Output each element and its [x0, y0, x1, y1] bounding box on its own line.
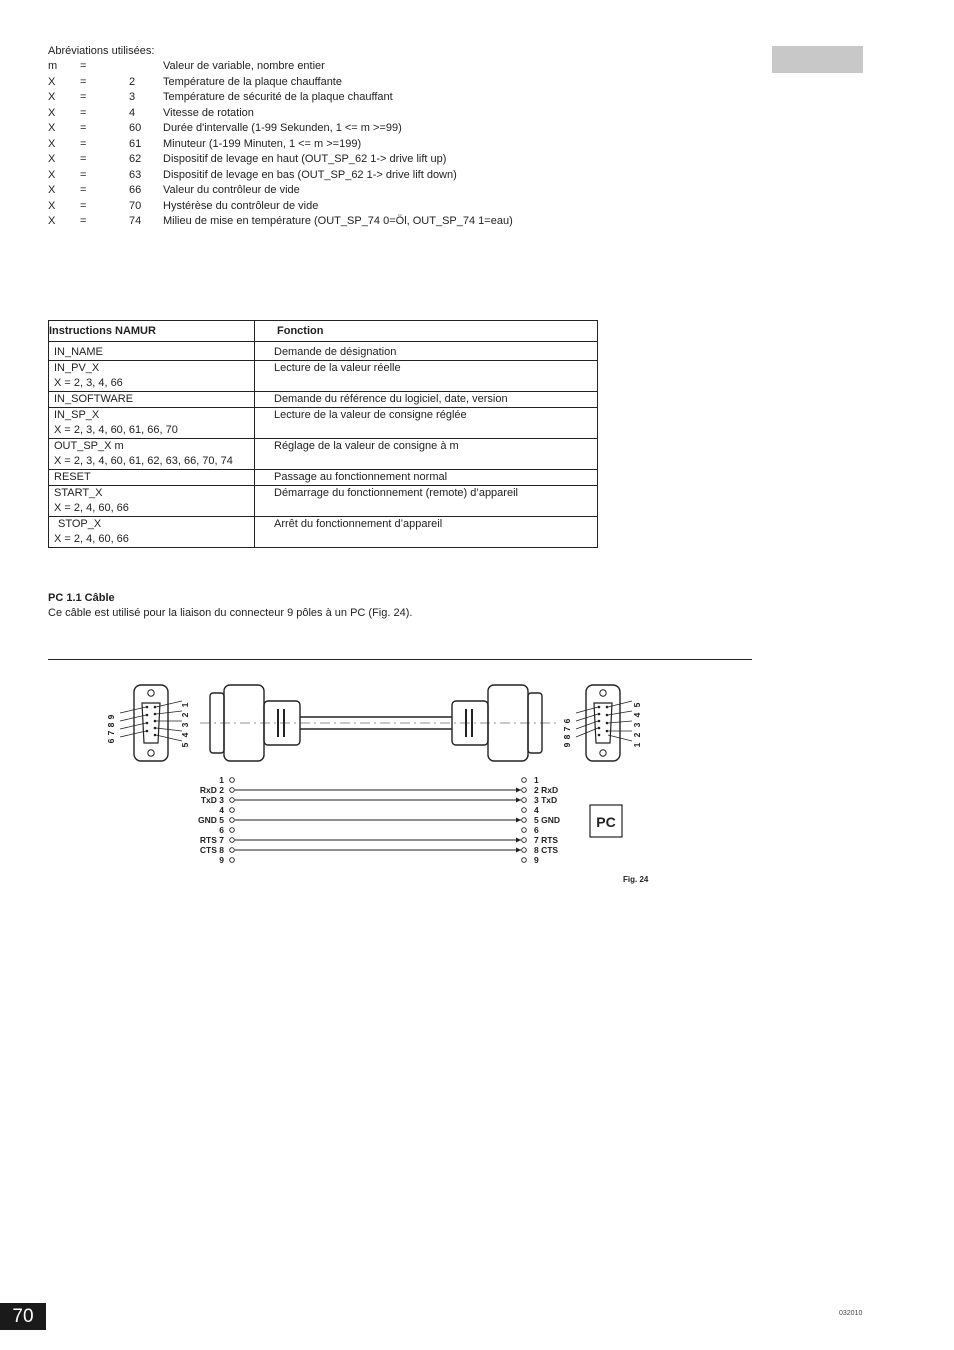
abbreviation-number: 61: [129, 137, 142, 150]
abbreviation-symbol: X: [48, 91, 56, 103]
face-pin-label: 2: [180, 712, 190, 718]
instruction-params: X = 2, 4, 60, 66: [54, 533, 129, 545]
abbreviation-row: [48, 214, 513, 230]
abbreviation-equals: =: [80, 153, 87, 165]
right-pin-label: 5 GND: [534, 815, 560, 825]
abbreviation-symbol: X: [48, 184, 56, 196]
face-pin-label: 9: [562, 742, 572, 748]
abbreviation-row: [48, 183, 300, 199]
right-pin-terminal: [522, 798, 527, 803]
right-pin-label: 4: [534, 805, 539, 815]
face-pin-label: 1: [632, 742, 642, 748]
left-face-pin-labels: [106, 702, 190, 747]
wire-arrow: [516, 838, 521, 843]
instruction-command: STOP_X: [58, 518, 102, 530]
abbreviation-row: [48, 59, 325, 75]
instruction-cell: [49, 486, 255, 517]
right-plug: [452, 685, 542, 761]
table-row: [49, 439, 598, 470]
instruction-cell: [49, 470, 255, 486]
table-row: [49, 486, 598, 517]
header-function: Fonction: [255, 321, 598, 342]
instruction-params: X = 2, 3, 4, 60, 61, 66, 70: [54, 424, 178, 436]
abbreviation-equals: =: [80, 168, 87, 181]
abbreviation-equals: =: [80, 122, 87, 134]
function-cell: Demande du référence du logiciel, date, version: [255, 392, 598, 408]
right-pin-label: 9: [534, 855, 539, 865]
function-cell: Passage au fonctionnement normal: [255, 470, 598, 486]
face-pin-label: 6: [562, 718, 572, 724]
instruction-cell: [49, 342, 255, 361]
face-pin-label: 6: [106, 738, 116, 744]
header-instructions: Instructions NAMUR: [49, 321, 255, 342]
face-pin-label: 3: [632, 722, 642, 728]
left-pin-label: GND 5: [198, 815, 224, 825]
table-row: [49, 470, 598, 486]
pc-section-text: Ce câble est utilisé pour la liaison du connecteur 9 pôles à un PC (Fig. 24).: [48, 607, 413, 619]
face-pin-label: 8: [106, 722, 116, 728]
table-row: [49, 361, 598, 392]
abbreviations-block: [48, 43, 513, 230]
instruction-command: START_X: [54, 487, 103, 499]
pc-badge-label: PC: [596, 814, 616, 830]
instruction-command: RESET: [54, 471, 91, 483]
abbreviation-row: [48, 121, 402, 137]
right-pin-terminal: [522, 838, 527, 843]
right-pin-terminal: [522, 808, 527, 813]
function-cell: Lecture de la valeur de consigne réglée: [255, 408, 598, 439]
abbreviation-number: 70: [129, 199, 142, 212]
right-pin-label: 1: [534, 775, 539, 785]
left-pin-label: TxD 3: [200, 795, 224, 805]
right-pin-terminal: [522, 788, 527, 793]
instruction-command: IN_SOFTWARE: [54, 393, 134, 405]
left-pin-label: 6: [219, 825, 224, 835]
abbreviation-equals: =: [80, 60, 87, 72]
abbreviation-symbol: X: [48, 153, 56, 165]
instruction-params: X = 2, 3, 4, 60, 61, 62, 63, 66, 70, 74: [54, 455, 233, 467]
abbreviation-equals: =: [80, 184, 87, 196]
table-header-row: [49, 321, 598, 342]
left-pin-terminal: [230, 798, 235, 803]
abbreviation-symbol: X: [48, 215, 56, 227]
left-connector-face: [120, 685, 182, 761]
instruction-cell: [49, 408, 255, 439]
abbreviation-row: [48, 106, 254, 122]
abbreviation-equals: =: [80, 137, 87, 150]
abbreviation-symbol: X: [48, 106, 56, 119]
face-pin-label: 1: [180, 702, 190, 708]
function-cell: Lecture de la valeur réelle: [255, 361, 598, 392]
right-pin-label: 6: [534, 825, 539, 835]
left-pin-label: 9: [219, 855, 224, 865]
left-pin-terminal: [230, 778, 235, 783]
wire-arrow: [516, 818, 521, 823]
abbreviation-number: 60: [129, 122, 142, 134]
abbreviation-number: 2: [129, 75, 136, 88]
abbreviation-equals: =: [80, 215, 87, 227]
abbreviation-description: Valeur du contrôleur de vide: [163, 184, 300, 196]
face-pin-label: 2: [632, 732, 642, 738]
abbreviation-row: [48, 199, 319, 215]
function-cell: Démarrage du fonctionnement (remote) d’appareil: [255, 486, 598, 517]
abbreviation-number: 3: [129, 91, 136, 103]
abbreviation-row: [48, 137, 362, 153]
right-pin-terminal: [522, 778, 527, 783]
left-pin-terminal: [230, 848, 235, 853]
table-row: [49, 392, 598, 408]
abbreviation-row: [48, 152, 447, 168]
abbreviation-description: Température de sécurité de la plaque chauffant: [163, 91, 393, 103]
instruction-cell: [49, 361, 255, 392]
right-pin-terminal: [522, 818, 527, 823]
instruction-cell: [49, 517, 255, 548]
face-pin-label: 9: [106, 714, 116, 720]
abbreviation-description: Milieu de mise en température (OUT_SP_74 0=Öl, OUT_SP_74 1=eau): [163, 215, 513, 227]
document-code: 032010: [839, 1310, 863, 1317]
right-pin-label: 2 RxD: [534, 785, 559, 795]
abbreviation-description: Durée d'intervalle (1-99 Sekunden, 1 <= m >=99): [163, 122, 402, 134]
pc-badge: [590, 805, 622, 837]
face-pin-label: 3: [180, 722, 190, 728]
table-row: [49, 342, 598, 361]
abbreviation-row: [48, 90, 393, 106]
face-pin-label: 8: [562, 734, 572, 740]
left-pin-label: RxD 2: [199, 785, 224, 795]
abbreviation-description: Minuteur (1-199 Minuten, 1 <= m >=199): [163, 137, 362, 150]
table-row: [49, 517, 598, 548]
instruction-command: IN_SP_X: [54, 409, 100, 421]
left-pin-terminal: [230, 838, 235, 843]
right-pin-terminal: [522, 848, 527, 853]
right-pin-label: 8 CTS: [534, 845, 559, 855]
cable: [200, 717, 560, 729]
cable-diagram: [100, 675, 660, 875]
left-pin-terminal: [230, 858, 235, 863]
left-pin-terminal: [230, 788, 235, 793]
right-pin-terminal: [522, 828, 527, 833]
abbreviation-equals: =: [80, 199, 87, 212]
abbreviation-number: 4: [129, 106, 136, 119]
wire-arrow: [516, 788, 521, 793]
abbreviation-description: Hystérèse du contrôleur de vide: [163, 199, 319, 212]
wire-arrow: [516, 798, 521, 803]
wire-arrow: [516, 848, 521, 853]
abbreviation-symbol: m: [48, 60, 58, 72]
instruction-params: X = 2, 3, 4, 66: [54, 377, 123, 389]
instruction-cell: [49, 392, 255, 408]
abbreviation-equals: =: [80, 75, 87, 88]
table-body: [49, 342, 598, 548]
abbreviation-description: Température de la plaque chauffante: [163, 75, 342, 88]
face-pin-label: 7: [106, 730, 116, 736]
section-divider: [48, 659, 752, 660]
abbreviation-symbol: X: [48, 137, 56, 150]
right-pin-label: 7 RTS: [534, 835, 559, 845]
face-pin-label: 5: [632, 702, 642, 708]
abbreviation-number: 74: [129, 215, 142, 227]
abbreviation-description: Dispositif de levage en haut (OUT_SP_62 1-> drive lift up): [163, 153, 447, 165]
abbreviation-equals: =: [80, 106, 87, 119]
face-pin-label: 5: [180, 742, 190, 748]
abbreviation-description: Vitesse de rotation: [163, 106, 254, 119]
function-cell: Demande de désignation: [255, 342, 598, 361]
function-cell: Arrêt du fonctionnement d’appareil: [255, 517, 598, 548]
abbreviation-description: Dispositif de levage en bas (OUT_SP_62 1-> drive lift down): [163, 168, 457, 181]
abbreviation-symbol: X: [48, 168, 56, 181]
abbreviation-number: 66: [129, 184, 142, 196]
abbreviation-description: Valeur de variable, nombre entier: [163, 60, 325, 72]
language-tab: [772, 46, 863, 73]
left-pin-label: RTS 7: [199, 835, 224, 845]
abbreviation-symbol: X: [48, 199, 56, 212]
function-cell: Réglage de la valeur de consigne à m: [255, 439, 598, 470]
instruction-cell: [49, 439, 255, 470]
instruction-command: OUT_SP_X m: [54, 440, 124, 452]
abbreviation-row: [48, 168, 457, 184]
instruction-command: IN_PV_X: [54, 362, 100, 374]
right-connector-face: [576, 685, 632, 761]
left-pin-terminal: [230, 818, 235, 823]
face-pin-label: 7: [562, 726, 572, 732]
abbreviation-symbol: X: [48, 122, 56, 134]
pinout-wiring: [198, 775, 560, 865]
left-pin-label: 4: [219, 805, 224, 815]
table-row: [49, 408, 598, 439]
face-pin-label: 4: [180, 732, 190, 738]
right-pin-terminal: [522, 858, 527, 863]
face-pin-label: 4: [632, 712, 642, 718]
abbreviations-heading: Abréviations utilisées:: [48, 45, 155, 57]
namur-instructions-table: [48, 320, 598, 548]
pc-section-title: PC 1.1 Câble: [48, 592, 115, 604]
abbreviation-equals: =: [80, 91, 87, 103]
right-pin-label: 3 TxD: [534, 795, 558, 805]
abbreviation-number: 62: [129, 153, 142, 165]
figure-label: Fig. 24: [623, 875, 649, 884]
abbreviation-row: [48, 75, 342, 91]
abbreviation-symbol: X: [48, 75, 56, 88]
page-number: 70: [0, 1303, 46, 1330]
left-pin-terminal: [230, 828, 235, 833]
instruction-command: IN_NAME: [54, 346, 103, 358]
abbreviation-number: 63: [129, 168, 142, 181]
abbreviations-list: [48, 59, 513, 230]
left-pin-terminal: [230, 808, 235, 813]
instruction-params: X = 2, 4, 60, 66: [54, 502, 129, 514]
left-pin-label: CTS 8: [199, 845, 224, 855]
left-pin-label: 1: [219, 775, 224, 785]
